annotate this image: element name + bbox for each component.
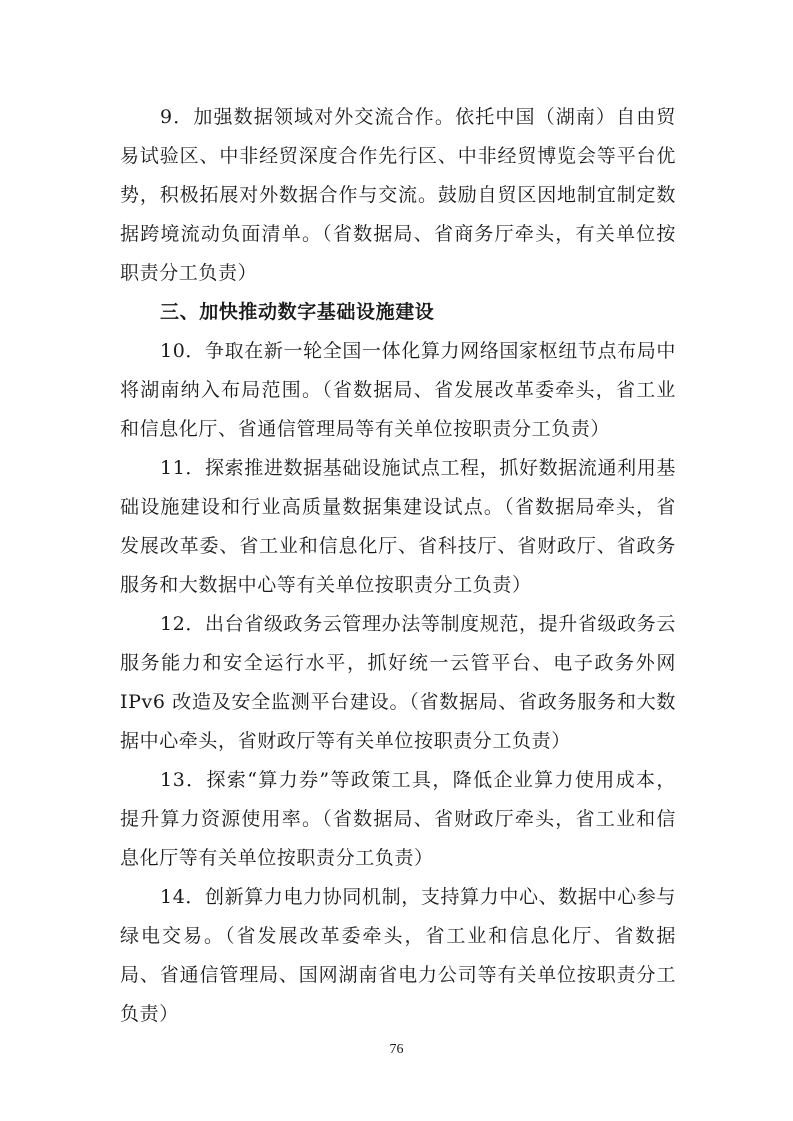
paragraph-item-9: 9．加强数据领域对外交流合作。依托中国（湖南）自由贸易试验区、中非经贸深度合作先行区、中非经贸博览会等平台优势，积极拓展对外数据合作与交流。鼓励自贸区因地制宜制定数据跨境流动负面清单。（省数据局、省商务厅牵头，有关单位按职责分工负责）	[120, 106, 676, 284]
section-heading: 三、加快推动数字基础设施建设	[160, 301, 435, 323]
document-body	[120, 98, 676, 1034]
paragraph-item-13: 13．探索“算力券”等政策工具，降低企业算力使用成本，提升算力资源使用率。（省数据局、省财政厅牵头，省工业和信息化厅等有关单位按职责分工负责）	[120, 769, 676, 869]
paragraph-item-11: 11．探索推进数据基础设施试点工程，抓好数据流通利用基础设施建设和行业高质量数据集建设试点。（省数据局牵头，省发展改革委、省工业和信息化厅、省科技厅、省财政厅、省政务服务和大数据中心等有关单位按职责分工负责）	[120, 457, 676, 596]
paragraph-item-10: 10．争取在新一轮全国一体化算力网络国家枢纽节点布局中将湖南纳入布局范围。（省数据局、省发展改革委牵头，省工业和信息化厅、省通信管理局等有关单位按职责分工负责）	[120, 340, 676, 440]
paragraph-item-14: 14．创新算力电力协同机制，支持算力中心、数据中心参与绿电交易。（省发展改革委牵头，省工业和信息化厅、省数据局、省通信管理局、国网湖南省电力公司等有关单位按职责分工负责）	[120, 886, 676, 1025]
page-number: 76	[389, 1042, 404, 1057]
paragraph-item-12: 12．出台省级政务云管理办法等制度规范，提升省级政务云服务能力和安全运行水平，抓好统一云管平台、电子政务外网 IPv6 改造及安全监测平台建设。（省数据局、省政务服务和大数据中心牵头，省财政厅等有关单位按职责分工负责）	[120, 613, 676, 752]
